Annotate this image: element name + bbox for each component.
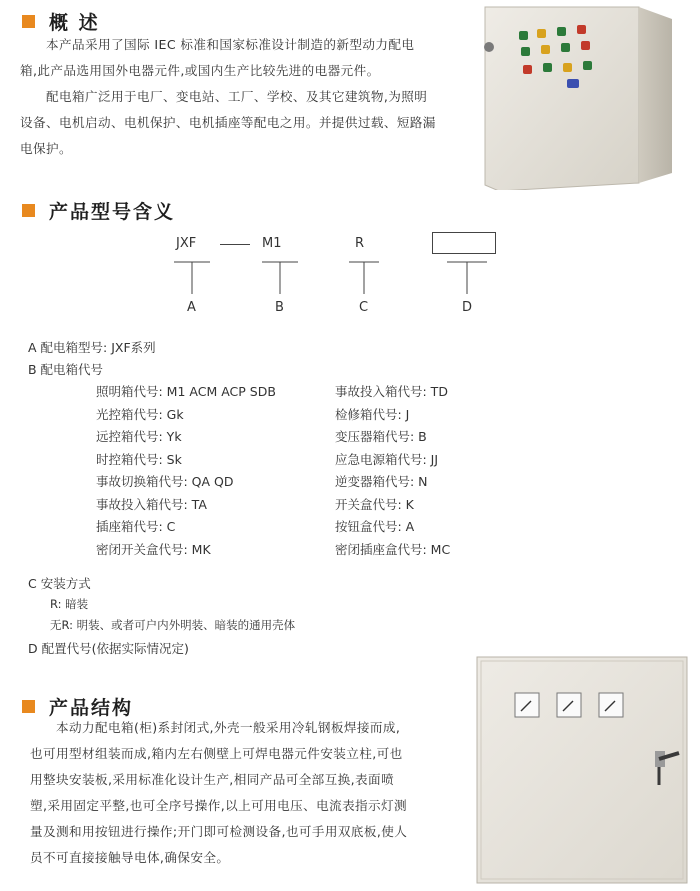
def-c2: 无R: 明装、或者可户内外明装、暗装的通用壳体 [50, 618, 296, 632]
section-square-icon [22, 700, 35, 713]
structure-line: 量及测和用按钮进行操作;开门即可检测设备,也可手用双底板,使人 [30, 824, 408, 839]
def-item: 检修箱代号: J [335, 406, 410, 422]
overview-line: 配电箱广泛用于电厂、变电站、工厂、学校、及其它建筑物,为照明 [46, 89, 428, 104]
def-item: 照明箱代号: M1 ACM ACP SDB [96, 384, 276, 399]
def-item: 逆变器箱代号: N [335, 474, 428, 489]
config-box [432, 232, 496, 254]
structure-line: 员不可直接接触导电体,确保安全。 [30, 850, 230, 865]
overview-line: 设备、电机启动、电机保护、电机插座等配电之用。并提供过载、短路漏 [20, 115, 436, 130]
section-square-icon [22, 204, 35, 217]
def-item: 远控箱代号: Yk [96, 429, 182, 444]
model-title: 产品型号含义 [49, 201, 176, 223]
code-m1: M1 [262, 236, 282, 251]
def-item: 事故投入箱代号: TA [96, 496, 207, 512]
overview-text [20, 32, 460, 162]
overview-line: 本产品采用了国际 IEC 标准和国家标准设计制造的新型动力配电 [46, 37, 415, 52]
letter-d: D [462, 300, 473, 315]
def-item: 按钮盒代号: A [335, 519, 415, 534]
letter-c: C [359, 300, 369, 315]
def-item: 密闭插座盒代号: MC [335, 541, 451, 557]
code-r: R [355, 236, 365, 251]
def-left-list [96, 382, 276, 562]
structure-line: 塑,采用固定平整,也可全序号操作,以上可用电压、电流表指示灯测 [30, 798, 408, 813]
overview-line: 电保护。 [20, 141, 72, 156]
code-jxf: JXF [176, 236, 197, 251]
overview-title: 概 述 [49, 12, 100, 34]
section-square-icon [22, 15, 35, 28]
def-item: 时控箱代号: Sk [96, 451, 182, 467]
def-item: 变压器箱代号: B [335, 429, 427, 444]
letter-b: B [275, 300, 284, 315]
distribution-box-photo [477, 5, 677, 190]
structure-line: 用整块安装板,采用标准化设计生产,相同产品可全部互换,表面喷 [30, 772, 395, 787]
overview-heading [22, 8, 100, 35]
def-item: 事故投入箱代号: TD [335, 384, 448, 399]
letter-a: A [187, 300, 196, 315]
def-b: B 配电箱代号 [28, 362, 104, 377]
def-d: D 配置代号(依据实际情况定) [28, 641, 189, 656]
dash-line [220, 244, 250, 245]
structure-line: 也可用型材组装而成,箱内左右侧壁上可焊电器元件安装立柱,可也 [30, 746, 403, 761]
overview-line: 箱,此产品选用国外电器元件,或国内生产比较先进的电器元件。 [20, 63, 380, 78]
def-c: C 安装方式 [28, 576, 91, 591]
def-a: A 配电箱型号: JXF系列 [28, 340, 156, 355]
model-heading [22, 197, 175, 224]
structure-title: 产品结构 [49, 697, 134, 719]
distribution-cabinet-photo [473, 655, 693, 887]
model-bracket-lines [160, 258, 500, 298]
structure-text [30, 715, 470, 871]
def-right-list [335, 382, 450, 562]
def-c1: R: 暗装 [50, 597, 89, 611]
def-item: 密闭开关盒代号: MK [96, 541, 211, 557]
def-item: 插座箱代号: C [96, 519, 176, 534]
def-item: 应急电源箱代号: JJ [335, 451, 439, 467]
def-item: 光控箱代号: Gk [96, 406, 184, 422]
def-item: 事故切换箱代号: QA QD [96, 474, 234, 489]
structure-line: 本动力配电箱(柜)系封闭式,外壳一般采用冷轧钢板焊接而成, [56, 720, 401, 735]
def-item: 开关盒代号: K [335, 496, 414, 512]
